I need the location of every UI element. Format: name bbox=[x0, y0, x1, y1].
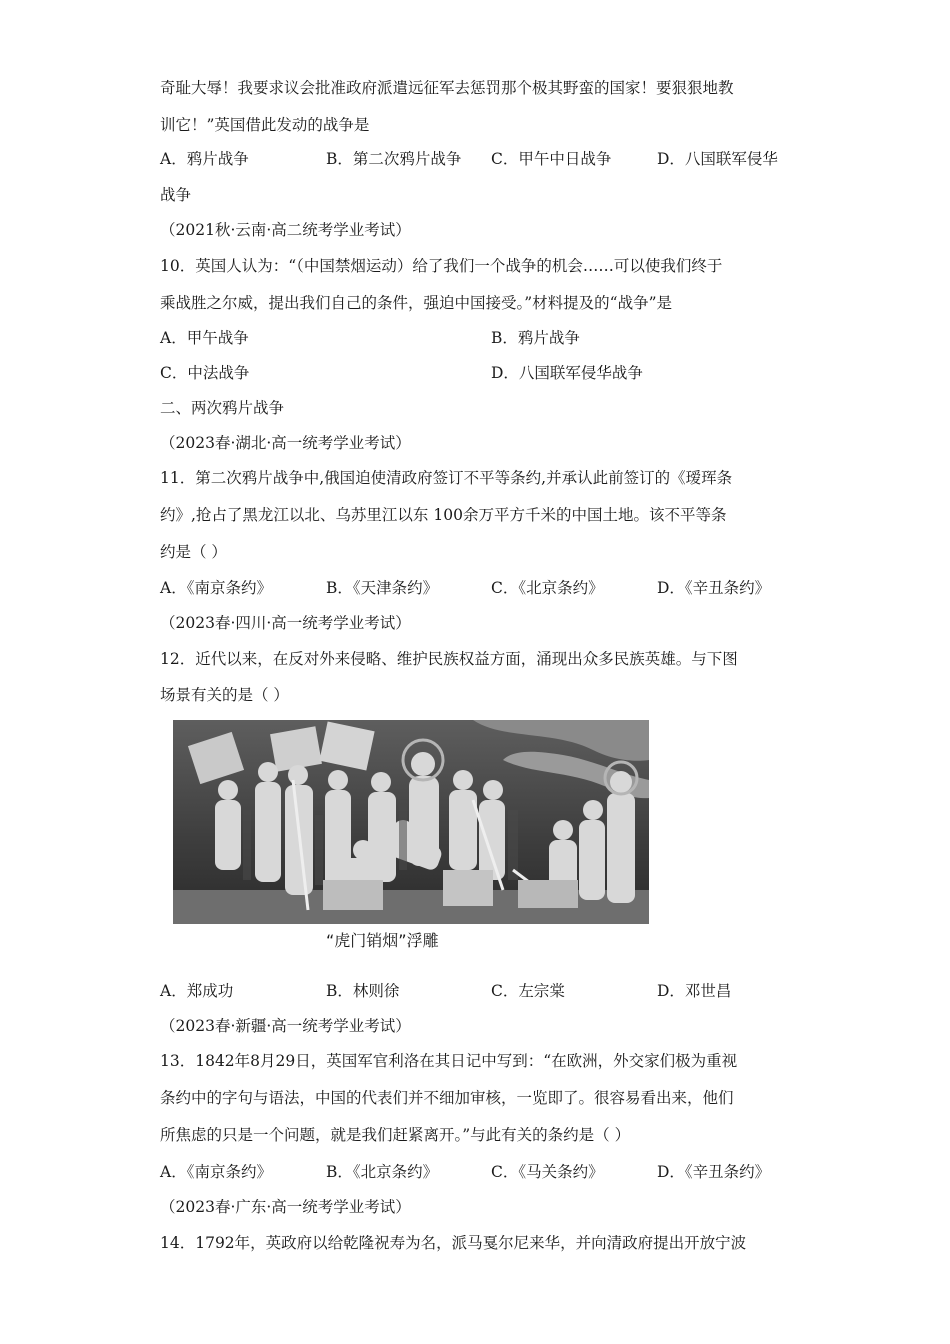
q12-stem-line-1: 12．近代以来，在反对外来侵略、维护民族权益方面，涌现出众多民族英雄。与下图 bbox=[160, 650, 738, 668]
relief-caption: “虎门销烟”浮雕 bbox=[326, 931, 439, 950]
q13-stem-line-1: 13．1842年8月29日，英国军官利洛在其日记中写到：“在欧洲，外交家们极为重视 bbox=[160, 1052, 738, 1070]
q9-option-c[interactable]: C．甲午中日战争 bbox=[491, 150, 612, 168]
relief-illustration bbox=[173, 720, 649, 924]
q10-option-d[interactable]: D．八国联军侵华战争 bbox=[491, 364, 643, 382]
q13-option-d[interactable]: D．《辛丑条约》 bbox=[657, 1163, 771, 1181]
q11-option-b[interactable]: B．《天津条约》 bbox=[326, 579, 439, 597]
q10-stem-line-1: 10．英国人认为：“（中国禁烟运动）给了我们一个战争的机会……可以使我们终于 bbox=[160, 257, 723, 275]
q13-stem-line-3: 所焦虑的只是一个问题，就是我们赶紧离开。”与此有关的条约是（ ） bbox=[160, 1126, 631, 1144]
q12-option-b[interactable]: B．林则徐 bbox=[326, 982, 400, 1000]
q11-stem-line-1: 11．第二次鸦片战争中,俄国迫使清政府签订不平等条约,并承认此前签订的《瑷珲条 bbox=[160, 469, 733, 487]
q12-option-a[interactable]: A．郑成功 bbox=[160, 982, 234, 1000]
q13-option-b[interactable]: B．《北京条约》 bbox=[326, 1163, 439, 1181]
q13-option-c[interactable]: C．《马关条约》 bbox=[491, 1163, 604, 1181]
section-heading: 二、两次鸦片战争 bbox=[160, 399, 285, 417]
q11-option-d[interactable]: D．《辛丑条约》 bbox=[657, 579, 771, 597]
q13-stem-line-2: 条约中的字句与语法，中国的代表们并不细加审核，一览即了。很容易看出来，他们 bbox=[160, 1089, 734, 1107]
q11-option-c[interactable]: C．《北京条约》 bbox=[491, 579, 604, 597]
q14-source: （2023春·广东·高一统考学业考试） bbox=[160, 1198, 411, 1216]
q9-option-b[interactable]: B．第二次鸦片战争 bbox=[326, 150, 462, 168]
q10-option-c[interactable]: C．中法战争 bbox=[160, 364, 250, 382]
q9-option-a[interactable]: A．鸦片战争 bbox=[160, 150, 249, 168]
q10-option-b[interactable]: B．鸦片战争 bbox=[491, 329, 580, 347]
q11-source: （2023春·湖北·高一统考学业考试） bbox=[160, 434, 411, 452]
relief-image bbox=[173, 720, 649, 924]
q10-stem-line-2: 乘战胜之尔威，提出我们自己的条件，强迫中国接受。”材料提及的“战争”是 bbox=[160, 294, 673, 312]
q13-source: （2023春·新疆·高一统考学业考试） bbox=[160, 1017, 411, 1035]
q11-stem-line-3: 约是（ ） bbox=[160, 543, 227, 561]
q9-option-d[interactable]: D．八国联军侵华 bbox=[657, 150, 778, 168]
q14-stem-line-1: 14．1792年，英政府以给乾隆祝寿为名，派马戛尔尼来华，并向清政府提出开放宁波 bbox=[160, 1234, 747, 1252]
q9-option-d-wrap: 战争 bbox=[160, 186, 192, 204]
q11-option-a[interactable]: A．《南京条约》 bbox=[160, 579, 272, 597]
q9-stem-line-1: 奇耻大辱！我要求议会批准政府派遣远征军去惩罚那个极其野蛮的国家！要狠狠地教 bbox=[160, 79, 734, 97]
q12-source: （2023春·四川·高一统考学业考试） bbox=[160, 614, 411, 632]
q13-option-a[interactable]: A．《南京条约》 bbox=[160, 1163, 272, 1181]
q12-option-c[interactable]: C．左宗棠 bbox=[491, 982, 565, 1000]
q10-option-a[interactable]: A．甲午战争 bbox=[160, 329, 249, 347]
q12-stem-line-2: 场景有关的是（ ） bbox=[160, 686, 289, 704]
q12-option-d[interactable]: D．邓世昌 bbox=[657, 982, 732, 1000]
q10-source: （2021秋·云南·高二统考学业考试） bbox=[160, 221, 411, 239]
q11-stem-line-2: 约》,抢占了黑龙江以北、乌苏里江以东 100余万平方千米的中国土地。该不平等条 bbox=[160, 506, 727, 524]
q9-stem-line-2: 训它！”英国借此发动的战争是 bbox=[160, 116, 370, 134]
